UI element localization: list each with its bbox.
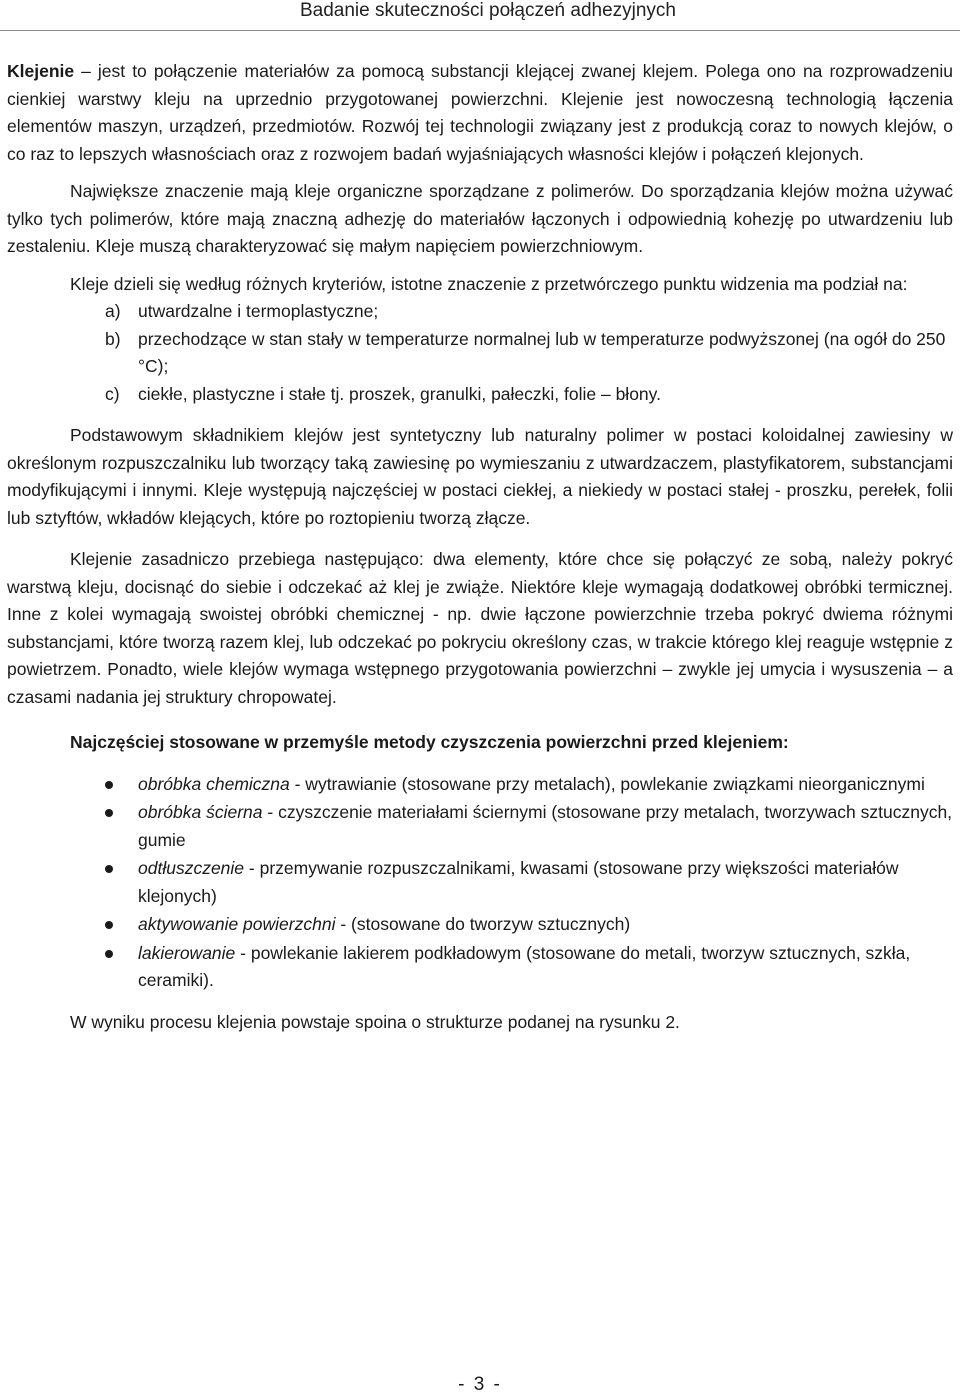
paragraph-text: – jest to połączenie materiałów za pomocą substancji klejącej zwanej klejem. Polega ono na rozprowadzeniu cienkiej warstwy kleju na uprzednio przygotowanej powierzchni. Klejenie jest nowoczesną technologią łączenia elementów maszyn, urządzeń, przedmiotów. Rozwój tej technologii związany jest z produkcją coraz to nowych klejów, o co raz to lepszych własnościach oraz z rozwojem badań wyjaśniających własności klejów i połączeń klejonych.: [7, 61, 953, 164]
method-description: - (stosowane do tworzyw sztucznych): [335, 914, 631, 934]
method-name: odtłuszczenie: [138, 858, 245, 878]
list-item: [7, 940, 953, 995]
paragraph-composition: Podstawowym składnikiem klejów jest syntetyczny lub naturalny polimer w postaci koloidalnej zawiesiny w określonym rozpuszczalniku lub tworzący taką zawiesinę po wymieszaniu z utwardzaczem, plastyfikatorem, substancjami modyfikującymi i innymi. Kleje występują najczęściej w postaci ciekłej, a niekiedy w postaci stałej - proszku, perełek, folii lub sztyftów, wkładów klejących, które po roztopieniu tworzą złącze.: [7, 425, 953, 528]
list-item: [7, 911, 953, 939]
page-number: - 3 -: [458, 1374, 502, 1395]
list-item: [7, 855, 953, 910]
list-item: [7, 298, 953, 326]
list-item-text: ciekłe, plastyczne i stałe tj. proszek, granulki, pałeczki, folie – błony.: [138, 383, 661, 404]
term-klejenie: Klejenie: [7, 61, 75, 81]
list-marker: a): [105, 301, 121, 321]
bullet-icon: [105, 809, 113, 817]
paragraph-process: Klejenie zasadniczo przebiega następująco: dwa elementy, które chce się połączyć ze sobą, należy pokryć warstwą kleju, docisnąć do siebie i odczekać aż klej je zwiąże. Niektóre kleje wymagają dodatkowej obróbki termicznej. Inne z kolei wymagają swoistej obróbki chemicznej - np. dwie łączone powierzchnie trzeba pokryć dwiema różnymi substancjami, które tworzą razem klej, lub odczekać po pokryciu określony czas, w trakcie którego klej reaguje wstępnie z powietrzem. Ponadto, wiele klejów wymaga wstępnego przygotowania powierzchni – zwykle jej umycia i wysuszenia – a czasami nadania jej struktury chropowatej.: [7, 549, 953, 707]
division-list: [7, 298, 953, 408]
section-heading: Najczęściej stosowane w przemyśle metody czyszczenia powierzchni przed klejeniem:: [70, 732, 789, 752]
document-body: [7, 58, 953, 1050]
method-description: - wytrawianie (stosowane przy metalach), powlekanie związkami nieorganicznymi: [289, 773, 925, 794]
page-header: [0, 0, 960, 31]
bullet-icon: [105, 921, 113, 929]
method-name: lakierowanie: [138, 942, 236, 963]
paragraph-division-intro: Kleje dzieli się według różnych kryteriów, istotne znaczenie z przetwórczego punktu widzenia ma podział na:: [70, 273, 908, 294]
method-name: obróbka chemiczna: [138, 773, 290, 794]
method-name: aktywowanie powierzchni: [138, 914, 336, 934]
method-name: obróbka ścierna: [138, 802, 263, 822]
list-item: [7, 381, 953, 409]
bullet-icon: [105, 865, 113, 873]
list-item: [7, 771, 953, 799]
bullet-icon: [105, 781, 113, 789]
bullet-icon: [105, 950, 113, 958]
paragraph-weld-structure: W wyniku procesu klejenia powstaje spoina o strukturze podanej na rysunku 2.: [70, 1011, 680, 1032]
header-title: Badanie skuteczności połączeń adhezyjnych: [299, 0, 676, 21]
paragraph-organic-glues: Największe znaczenie mają kleje organiczne sporządzane z polimerów. Do sporządzania klejów można używać tylko tych polimerów, które mają znaczną adhezję do materiałów łączonych i odpowiednią kohezję po utwardzeniu lub zestaleniu. Kleje muszą charakteryzować się małym napięciem powierzchniowym.: [7, 181, 953, 256]
list-item-text: utwardzalne i termoplastyczne;: [138, 301, 379, 321]
method-description: - czyszczenie materiałami ściernymi (stosowane przy metalach, tworzywach sztucznych, gumie: [138, 802, 953, 850]
list-marker: b): [105, 328, 121, 349]
method-description: - powlekanie lakierem podkładowym (stosowane do metali, tworzyw sztucznych, szkła, ceramiki).: [138, 942, 911, 990]
cleaning-methods-list: [7, 771, 953, 995]
list-item: [7, 799, 953, 854]
list-item-text: przechodzące w stan stały w temperaturze normalnej lub w temperaturze podwyższonej (na ogół do 250 °C);: [138, 328, 946, 376]
paragraph-klejenie-definition: [7, 58, 953, 168]
list-marker: c): [105, 383, 120, 404]
list-item: [7, 326, 953, 381]
method-description: - przemywanie rozpuszczalnikami, kwasami (stosowane przy większości materiałów klejonych): [138, 858, 899, 906]
